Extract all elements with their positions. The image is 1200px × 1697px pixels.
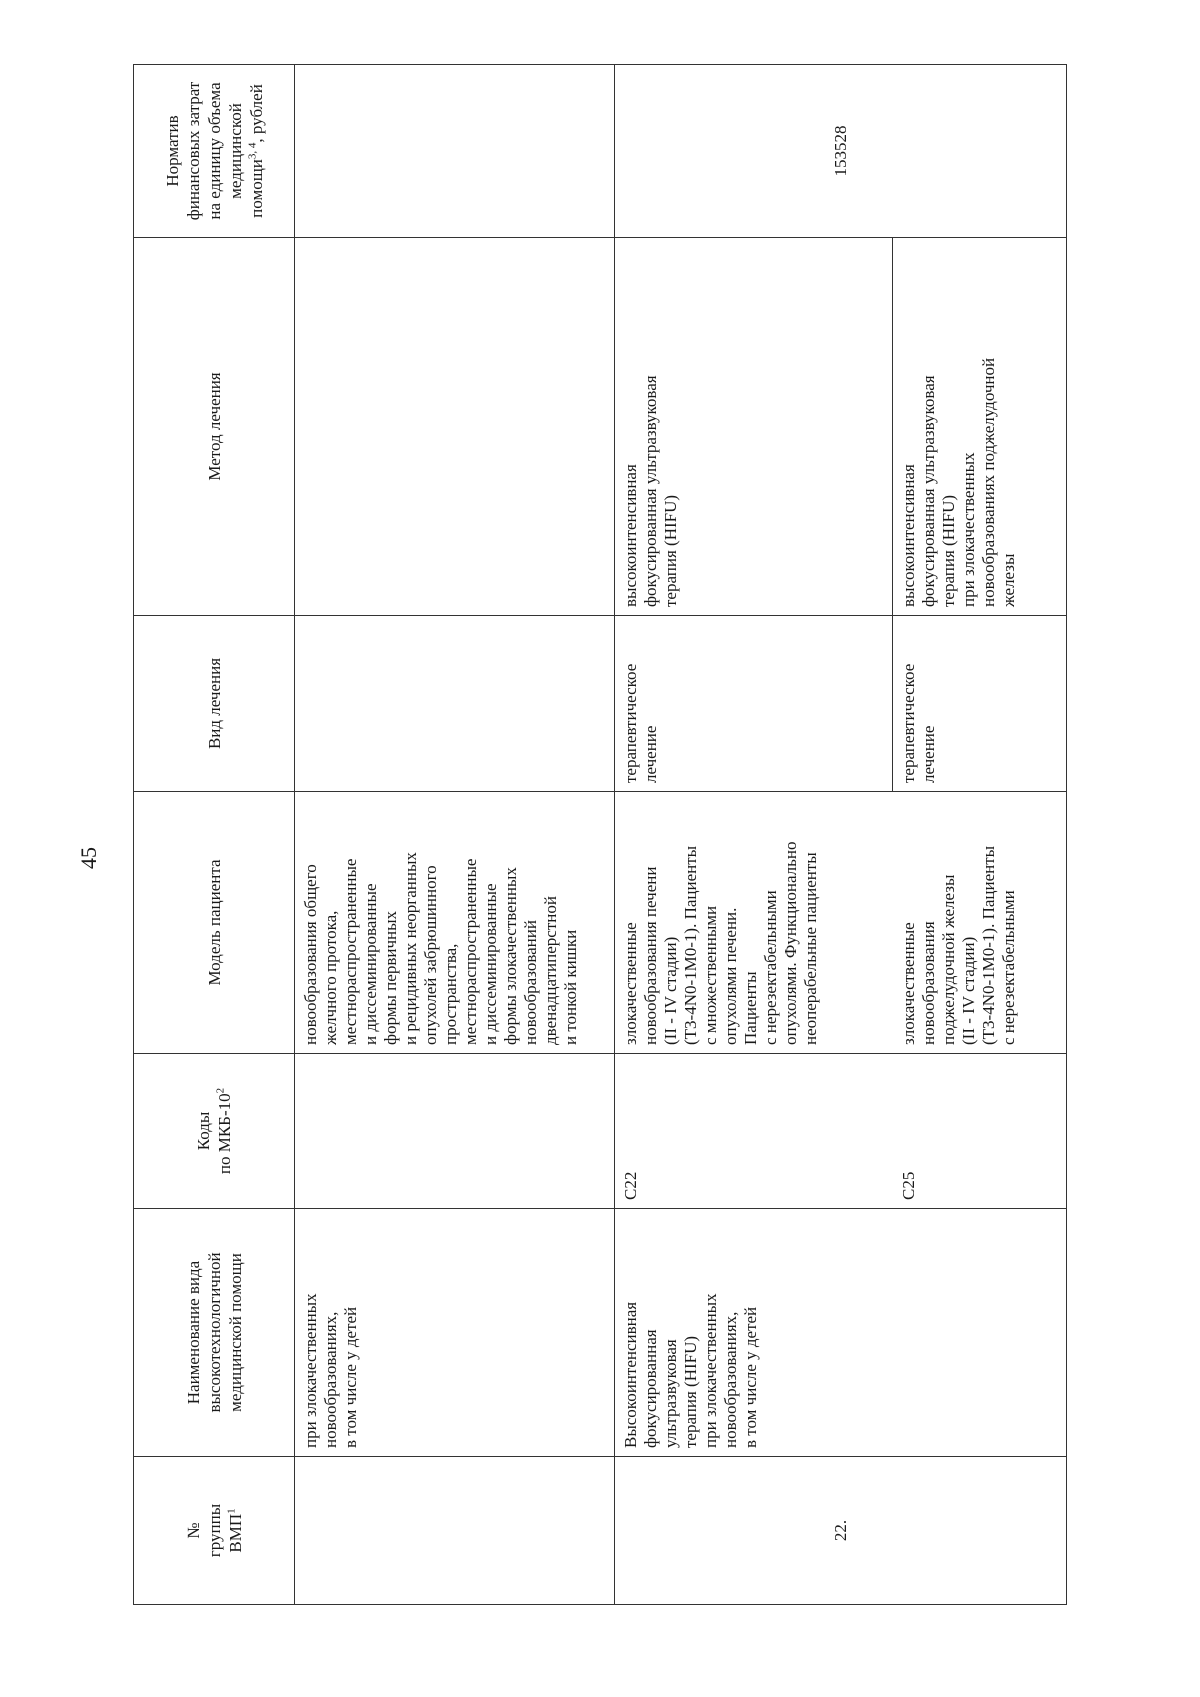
cell-treatment-type: терапевтическое лечение [615,616,893,792]
header-method: Метод лечения [134,238,295,616]
cell-patient-model: злокачественные новообразования поджелудочной железы (II - IV стадии) (T3-4N0-1M0-1). Пациенты с нерезектабельными [893,792,1067,1054]
cell-patient-model: новообразования общего желчного протока, местнораспространенные и диссеминированные формы первичных и рецидивных неорганных опухолей забрюшинного пространства, местнораспространенные и диссеминированные формы злокачественных новообразований двенадцатиперстной и тонкой кишки [295,792,615,1054]
cell-patient-model: злокачественные новообразования печени (II - IV стадии) (T3-4N0-1M0-1). Пациенты с множественными опухолями печени. Пациенты с нерезектабельными опухолями. Функционально неоперабельные пациенты [615,792,893,1054]
table-row [615,65,893,1605]
cell-codes: C22 [615,1054,893,1209]
cell-codes: C25 [893,1054,1067,1209]
page-number: 45 [76,847,101,869]
cell-name: Высокоинтенсивная фокусированная ультразвуковая терапия (HIFU) при злокачественных новообразованиях, в том числе у детей [615,1209,1067,1457]
cell-cost-norm [295,65,615,238]
cell-codes [295,1054,615,1209]
cell-method: высокоинтенсивная фокусированная ультразвуковая терапия (HIFU) [615,238,893,616]
cell-treatment-type: терапевтическое лечение [893,616,1067,792]
cell-group-no [295,1457,615,1605]
cell-method [295,238,615,616]
cell-method: высокоинтенсивная фокусированная ультразвуковая терапия (HIFU) при злокачественных новообразованиях поджелудочной железы [893,238,1067,616]
cell-cost-norm: 153528 [615,65,1067,238]
cell-group-no: 22. [615,1457,1067,1605]
table-row [295,65,615,1605]
header-patient-model: Модель пациента [134,792,295,1054]
table-container [133,65,1067,1605]
cell-treatment-type [295,616,615,792]
cell-name: при злокачественных новообразованиях, в том числе у детей [295,1209,615,1457]
header-treatment-type: Вид лечения [134,616,295,792]
header-cost-norm: Норматив финансовых затрат на единицу объема медицинской помощи$^{3, 4}$, рублей [134,65,295,238]
header-name: Наименование вида высокотехнологичной медицинской помощи [134,1209,295,1457]
vmp-table [133,64,1067,1605]
header-codes: Коды по МКБ-$10^2$ [134,1054,295,1209]
rotated-table-frame [133,65,1067,1605]
header-group-no: № группы ВМП$^1$ [134,1457,295,1605]
table-header-row [134,65,295,1605]
